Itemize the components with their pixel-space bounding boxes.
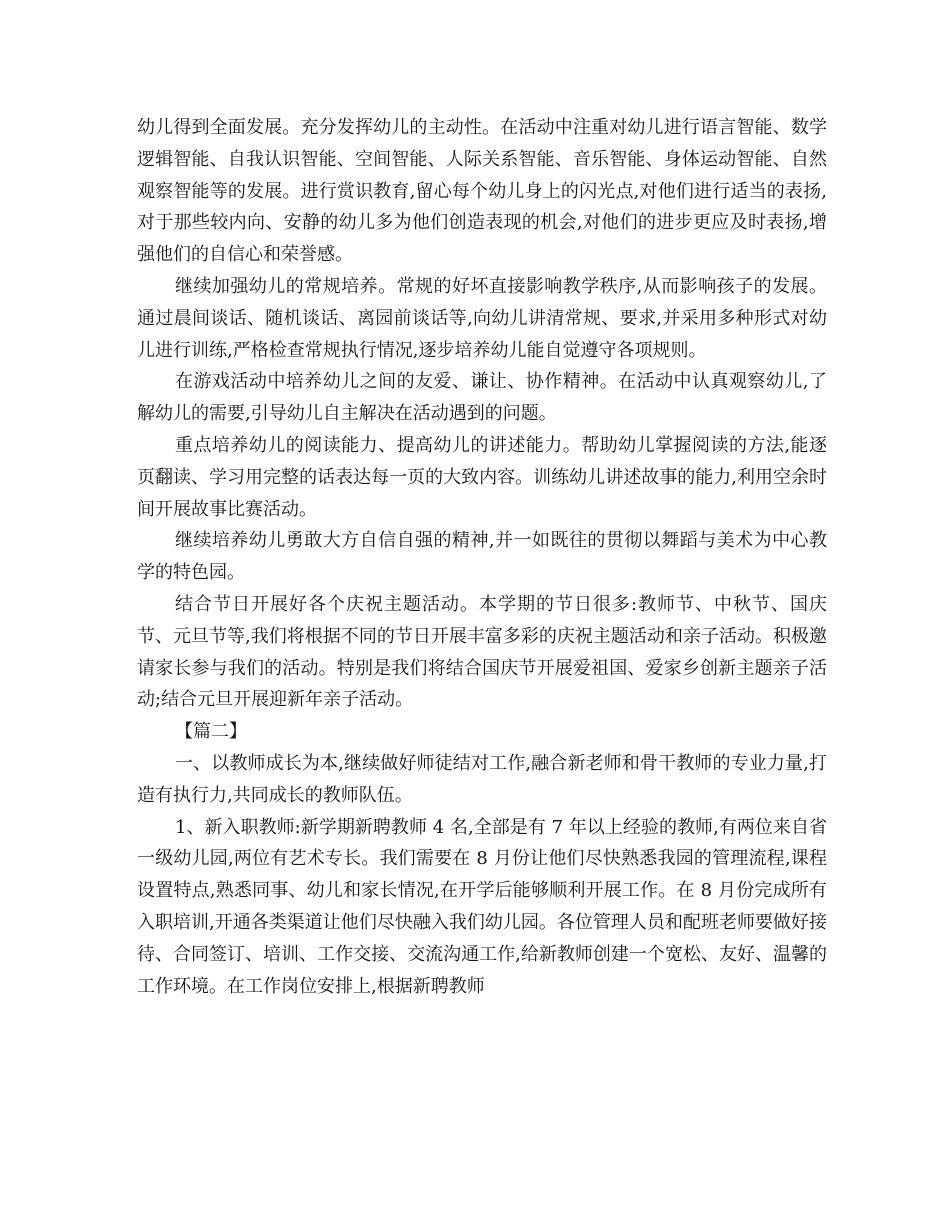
paragraph-teacher-growth: 一、以教师成长为本,继续做好师徒结对工作,融合新老师和骨干教师的专业力量,打造有执行力,共同成长的教师队伍。 — [137, 752, 827, 806]
paragraph-new-teachers: 1、新入职教师:新学期新聘教师 4 名,全部是有 7 年以上经验的教师,有两位来自省一级幼儿园,两位有艺术专长。我们需要在 8 月份让他们尽快熟悉我园的管理流程,课程设置特点,熟悉同事、幼儿和家长情况,在开学后能够顺利开展工作。在 8 月份完成所有入职培训,开通各类渠道让他们尽快融入我们幼儿园。各位管理人员和配班老师要做好接待、合同签订、培训、工作交接、交流沟通工作,给新教师创建一个宽松、友好、温馨的工作环境。在工作岗位安排上,根据新聘教师 — [137, 816, 827, 997]
section-heading: 【篇二】 — [175, 721, 247, 743]
paragraph-routine-training: 继续加强幼儿的常规培养。常规的好坏直接影响教学秩序,从而影响孩子的发展。通过晨间谈话、随机谈话、离园前谈话等,向幼儿讲清常规、要求,并采用多种形式对幼儿进行训练,严格检查常规执行情况,逐步培养幼儿能自觉遵守各项规则。 — [137, 275, 827, 361]
paragraph-reading-ability: 重点培养幼儿的阅读能力、提高幼儿的讲述能力。帮助幼儿掌握阅读的方法,能逐页翻读、学习用完整的话表达每一页的大致内容。训练幼儿讲述故事的能力,利用空余时间开展故事比赛活动。 — [137, 434, 827, 520]
paragraph-game-activities: 在游戏活动中培养幼儿之间的友爱、谦让、协作精神。在活动中认真观察幼儿,了解幼儿的需要,引导幼儿自主解决在活动遇到的问题。 — [137, 371, 827, 425]
paragraph-festival-activities: 结合节日开展好各个庆祝主题活动。本学期的节日很多:教师节、中秋节、国庆节、元旦节等,我们将根据不同的节日开展丰富多彩的庆祝主题活动和亲子活动。积极邀请家长参与我们的活动。特别是我们将结合国庆节开展爱祖国、爱家乡创新主题亲子活动;结合元旦开展迎新年亲子活动。 — [137, 593, 827, 711]
paragraph-confidence: 继续培养幼儿勇敢大方自信自强的精神,并一如既往的贯彻以舞蹈与美术为中心教学的特色园。 — [137, 530, 827, 584]
document-page — [137, 112, 827, 1002]
paragraph-continuation: 幼儿得到全面发展。充分发挥幼儿的主动性。在活动中注重对幼儿进行语言智能、数学逻辑智能、自我认识智能、空间智能、人际关系智能、音乐智能、身体运动智能、自然观察智能等的发展。进行赏识教育,留心每个幼儿身上的闪光点,对他们进行适当的表扬,对于那些较内向、安静的幼儿多为他们创造表现的机会,对他们的进步更应及时表扬,增强他们的自信心和荣誉感。 — [137, 117, 827, 266]
